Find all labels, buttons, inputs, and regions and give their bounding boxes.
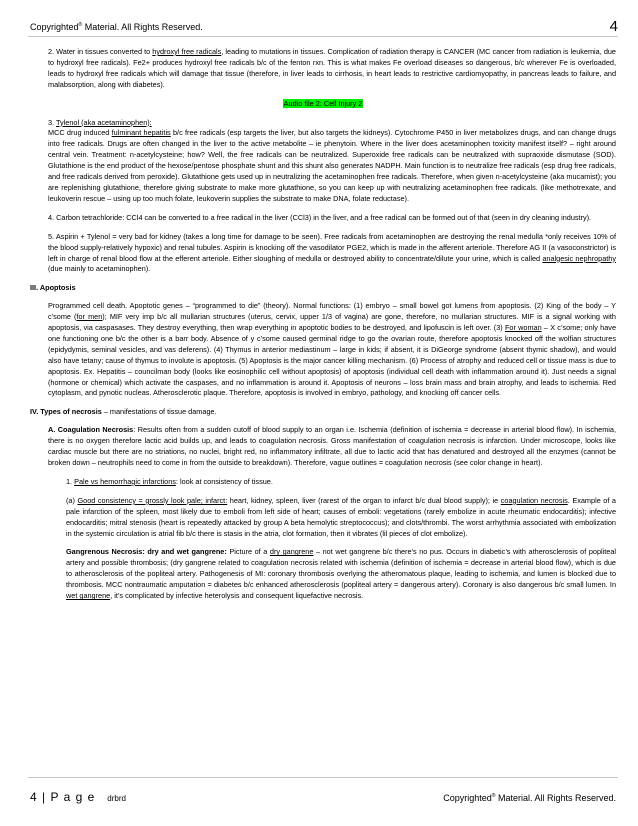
header-copyright-text: Copyrighted [30,22,79,32]
section-3-rest: – X c’some; only have one functioning one b/c the other is a barr body. Absence of y c’some caused germinal ridge to go the ovarian route, therefore apoptosis knocked off the wolfian structures (epidydymis, seminal vesicles, and vas deferens). (4) Thymus in anterior mediastinum – large in kids; if absent, it is DiGeorge syndrome (absent thymic shadow), and would also have tetany; cause of thymus to involute is apoptosis. (5) Apoptosis is the major cancer killing mechanism. (6) Process of atrophy and reduced cell or tissue mass is due to apoptosis. Ex. Hepatitis – councilman body (looks like eosinophilic cell without apoptosis) of apoptosis (individual cell death with inflammation around it). Just needs a signal (hormone or chemical) which activate the caspases, and no inflammation is around it. Apoptosis of neurons – loss brain mass and brain atrophy, and leads to ischemia. Red cytoplasm, and pynotic nucleas. Atherosclerotic plaque. Therefore, apoptosis is involved in embryo, pathology, and knocking off cancer cells. [48,323,617,398]
item-5-paragraph [48,232,616,276]
item-3-underline: fulminant hepatitis [111,128,171,138]
section-3-underline-2: For woman [504,323,542,333]
gangrene-underline-1: dry gangrene [269,547,314,557]
footer-page-number: 4 | P a g e [30,790,96,804]
item-2-rest: , leading to mutations in tissues. Complication of radiation therapy is CANCER (MC cancer from radiation is leukemia, due to hydroxyl free radicals). Fe2+ produces hydroxyl free radicals b/c of the fenton rxn. This is what makes Fe overload diseases so dangerous, b/c wherever Fe is overloaded, leads to hydroxyl free radicals which will damage that tissue (therefore, in liver leads to cirrhosis, in heart leads to restrictive cardiomyopathy, in pancreas leads to failure, and malabsorption, along with diabetes). [48,47,616,89]
item-3-number: 3. [48,117,56,127]
gangrene-underline-2: wet gangrene [66,591,111,601]
section-3-text-2: ); MIF very imp b/c all mullarian structures (uterus, cervix, upper 1/3 of vagina) are gone, therefore, no mullarian structures. MIF is a signal working with apoptosis, via caspasases. They destroy everything, then wrap everything in apoptotic bodies to be destroyed, and lipofuscin is left over. (3) [48,312,616,333]
section-3-paragraph [48,301,616,399]
item-3-rest: b/c free radicals (esp targets the liver, but also targets the kidneys). Cytochrome P450 in liver metabolizes drugs, and can change drugs into free radicals. Drugs are often changed in the liver to the active metabolite – ie phenytoin. Where in the liver does acetaminophen toxicity manifest itself? – right around central vein. Treatment: n-acetylcysteine; how? Well, the free radicals can be neutralized. Superoxide free radicals can be neutralized with supraoxide dismutase (SOD). Glutathione is the end product of the hexose/pentose phosphate shunt and this shunt also generates NADPH. Main function is to neutralize free radicals (esp drug free radicals, and free radicals derived from peroxide). Glutathione gets used up in neutralizing the acetaminophen free radicals. Therefore, when given n-acetylcysteine (aka mucamist); you are replenishing glutathione, therefore giving substrate to make more glutathione, so you can keep up with neutralizing acetaminophen free radicals. (like methotrexate, and leukoverin rescue – using up too much folate, leukoverin supplies the substrate to make DNA, folate reductase). [48,128,616,203]
header-divider [28,36,618,37]
section-4-title: IV. Types of necrosis [30,407,102,417]
item-5-underline: analgesic nephropathy [542,253,616,263]
audio-highlight: Audio file 2: Cell Injury 2 [283,98,363,108]
item-3-text: MCC drug induced [48,128,112,138]
section-4-subtitle: – manifestations of tissue damage. [101,407,217,417]
header-page-number: 4 [609,18,618,35]
infarction-title: Pale vs hemorrhagic infarctions [74,476,176,486]
page-header [30,18,618,42]
item-5-text: 5. Aspirin + Tylenol = very bad for kidney (takes a long time for damage to be seen). Free radicals from acetaminophen are destroying the renal medulla *only receives 10% of the blood supply-relatively hypoxic) and renal tubules. Aspirin is knocking off the vasodilator PGE2, which is made in the afferent arteriole. Therefore AG II (a vasoconstrictor) is left in charge of renal blood flow at the efferent arteriole. Either sloughing of medulla or destroyed ability to concentrate/dilute your urine, which is called [48,231,616,263]
gangrene-heading: Gangrenous Necrosis: dry and wet gangrene: [66,547,227,557]
gangrene-paragraph [66,547,616,602]
item-2-text: 2. Water in tissues converted to [48,47,153,56]
pale-infarct-rest: . Example of a pale infarction of the spleen, most likely due to emboli from left side of heart; causes of emboli: vegetations (rarely embolize in acute rheumatic endocarditis); infective endocarditis; mitral stenosis (heart is repeatedly attacked by group A beta hemolytic streptococcus); and clots/thrombi. The worst arrhythmia associated with embolization in the systemic circulation is atrial fib b/c there is stasis in the atria, clot formation, then it vibrates (lil pieces of clot embolize). [66,495,616,538]
item-3-paragraph [48,118,616,205]
footer-registered-mark: ® [491,793,496,799]
pale-infarct-label: (a) [66,495,78,505]
section-3-heading: III. Apoptosis [30,283,76,293]
page-footer [30,790,616,810]
section-3-text: Programmed cell death. Apoptotic genes – “programmed to die” (theory). Normal functions: (1) embryo – small bowel got lumens from apoptosis. (2) King of the body – Y c’some ( [48,301,616,322]
item-5-rest: (due mainly to acetaminophen). [48,264,151,274]
item-2-underline: hydroxyl free radicals [152,47,222,56]
header-registered-mark: ® [78,22,83,28]
footer-author: drbrd [107,794,126,803]
pale-infarct-text: heart, kidney, spleen, liver (rarest of the organ to infarct b/c dual blood supply); ie [227,495,501,505]
infarction-item [66,477,616,488]
header-copyright [30,22,203,32]
footer-page-label [30,790,126,804]
document-body [30,47,616,610]
pale-infarct-underline-1: Good consistency = grossly look pale; infarct: [77,495,228,505]
header-copyright-rest: Material. All Rights Reserved. [82,22,203,32]
infarction-text: : look at consistency of tissue. [175,476,273,486]
gangrene-text: Picture of a [226,547,270,557]
item-4-paragraph: 4. Carbon tetrachloride: CCl4 can be converted to a free radical in the liver (CCl3) in the liver, and a free radical can be formed out of that (seen in dry cleaning industry). [48,212,592,222]
coagulation-text: : Results often from a sudden cutoff of blood supply to an organ i.e. Ischemia (definition of ischemia = decrease in arterial blood flow). In ischemia, there is no oxygen therefore lactic acid builds up, and leads to coagulation necrosis. Gross manifestation of coagulation necrosis is infarction. Under microscope, looks like cardiac muscle but there are no striations, no nuclei, bright red, no inflammatory infiltrate, all due to lactic acid that has denatured and destroyed all the enzymes (cannot be broken down – neutrophils need to come in from the outside to breakdown). Therefore, vague outlines = coagulation necrosis (see color change in heart). [48,425,616,467]
footer-copyright-rest: Material. All Rights Reserved. [495,793,616,803]
item-3-title: Tylenol (aka acetaminophen): [55,117,152,127]
audio-file-label [30,99,616,110]
section-4-heading [30,407,616,418]
item-2-paragraph [48,47,616,91]
gangrene-rest: , it’s complicated by infective heterolysis and consequent liquefactive necrosis. [110,591,364,601]
gangrene-text-2: – not wet gangrene b/c there’s no pus. Occurs in diabetic’s with atherosclerosis of popliteal artery and possible thrombosis; (dry gangrene related to coagulation necrosis related with ischemia (definition of ischemia = decrease in arterial blood flow), which is due to atherosclerosis of the popliteal artery. Pathogenesis of MI: coronary thrombosis overlying the atheromatous plaque, leading to ischemia, and lumen is blocked due to thrombosis. MCC nontraumatic amputation = diabetes b/c enhanced atherosclerosis (popliteal artery = dangerous artery). Coronary is also dangerous b/c small lumen. In [66,547,617,590]
footer-divider [28,777,618,778]
pale-infarct-underline-2: coagulation necrosis [500,495,568,505]
section-3-underline-1: for men [76,312,103,322]
footer-copyright-text: Copyrighted [443,793,492,803]
coagulation-paragraph [48,425,616,469]
infarction-number: 1. [66,476,75,486]
footer-copyright [443,793,616,803]
pale-infarct-paragraph [66,496,616,540]
coagulation-heading: A. Coagulation Necrosis [48,425,134,435]
